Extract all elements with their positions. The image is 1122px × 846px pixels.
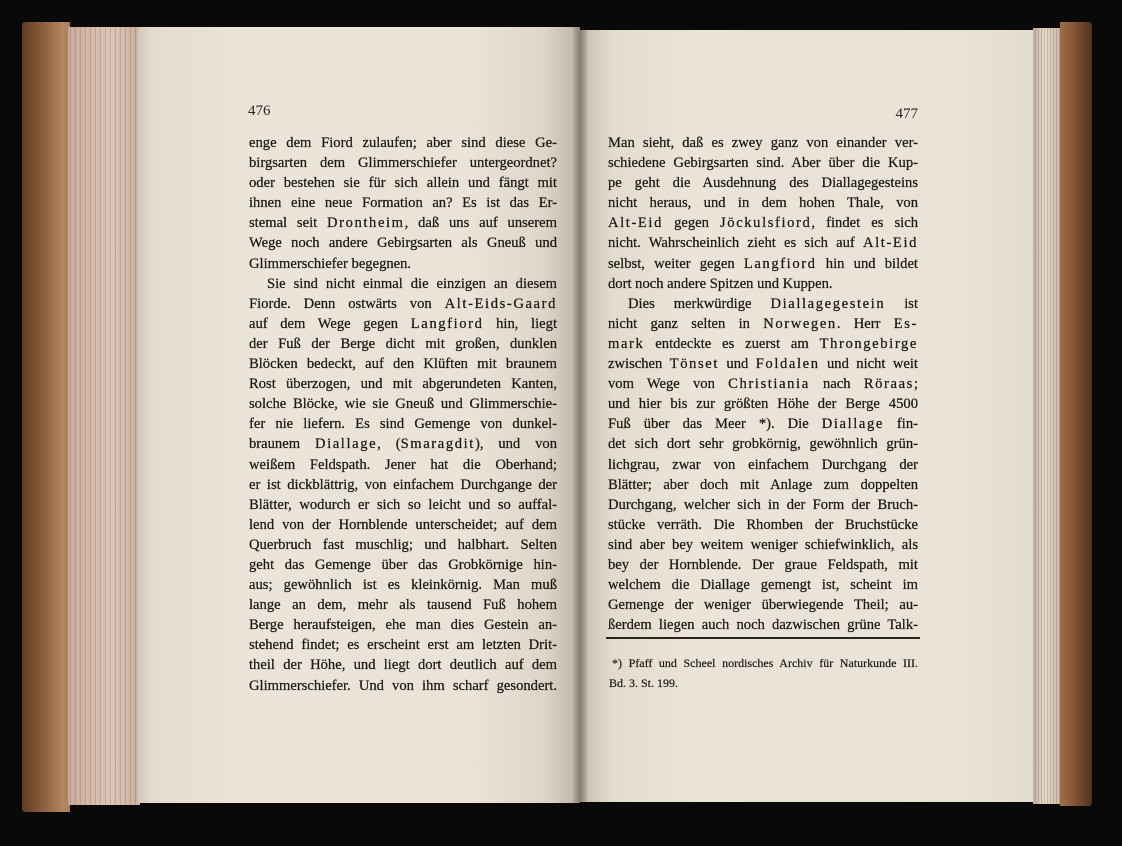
text-run: Fuß über das Meer *). Die [608, 416, 822, 433]
text-line [249, 615, 557, 635]
right-page-edges [1033, 28, 1063, 804]
text-line [249, 535, 557, 555]
emphasized-name: Christiania [728, 376, 810, 393]
text-run: nicht. Wahrscheinlich zieht es sich auf [608, 235, 864, 252]
text-run: aus; gewöhnlich ist es kleinkörnig. Man muß [249, 577, 557, 594]
emphasized-name: Foldalen [755, 356, 820, 373]
text-run: , ( [377, 436, 401, 453]
text-line [608, 374, 918, 394]
text-line [249, 213, 557, 233]
text-line [608, 595, 918, 615]
text-run: zwischen [608, 356, 670, 373]
footnote-rule [606, 637, 920, 639]
text-run: lend von der Hornblende unterscheidet; auf dem [249, 516, 557, 533]
emphasized-name: Alt-Eid [863, 235, 918, 252]
text-line [249, 635, 557, 655]
text-run: vom Wege von [608, 376, 729, 393]
text-line [249, 434, 557, 454]
text-line [608, 535, 918, 555]
text-run: lichgrau, zwar von einfachem Durchgang der [608, 456, 918, 473]
text-run: und hier bis zur größten Höhe der Berge 4500 [608, 396, 918, 413]
text-line [608, 394, 918, 414]
emphasized-name: Alt-Eid [608, 215, 663, 232]
text-run: welchem die Diallage gemengt ist, scheint im [608, 577, 918, 594]
text-run: Durchgang, welcher sich in der Form der Bruch- [608, 496, 918, 513]
text-run: der Fuß der Berge dicht mit großen, dunklen [249, 335, 557, 352]
emphasized-name: Diallage [821, 416, 884, 433]
text-line [608, 153, 918, 173]
text-line [249, 455, 557, 475]
text-run: stücke verräth. Die Rhomben der Bruchstücke [608, 516, 918, 533]
emphasized-name: Jöckulsfiord [720, 215, 812, 232]
text-line [249, 475, 557, 495]
text-line [608, 495, 918, 515]
text-run: bey der Hornblende. Der graue Feldspath, mit [608, 556, 918, 573]
footnote-line: *) Pfaff und Scheel nordisches Archiv für Naturkunde III. [612, 656, 918, 670]
text-run: Blätter, wodurch er sich so leicht und so auffal- [249, 496, 557, 513]
text-line [608, 615, 918, 635]
text-line [249, 676, 557, 696]
text-run: Wege noch andere Gebirgsarten als Gneuß und [249, 235, 557, 252]
text-line [249, 394, 557, 414]
text-line [249, 575, 557, 595]
emphasized-name: Langfiord [743, 255, 817, 272]
text-line [249, 254, 557, 274]
text-run: ßerdem liegen auch noch dazwischen grüne Talk- [608, 617, 918, 634]
emphasized-name: Tönset [669, 356, 720, 373]
text-run: oder bestehen sie für sich allein und fängt mit [249, 175, 557, 192]
footnote [609, 653, 918, 693]
emphasized-name: mark [608, 335, 645, 352]
text-line [249, 655, 557, 675]
text-run: nach [809, 376, 864, 393]
emphasized-name: Es- [893, 315, 919, 332]
text-line [249, 173, 557, 193]
text-run: sind aber bey weitem weniger schiefwinklich, als [608, 536, 918, 553]
text-run: birgsarten dem Glimmerschiefer untergeordnet? [249, 155, 557, 172]
emphasized-name: Röraas [863, 376, 914, 393]
text-run: stemal seit [249, 215, 327, 232]
text-run: det sich dort sehr grobkörnig, gewöhnlich grün- [608, 436, 918, 453]
text-run: ; [913, 376, 918, 393]
left-page-body-text [249, 133, 557, 696]
text-line [608, 314, 918, 334]
text-line [608, 213, 918, 233]
text-run: Blätter; aber doch mit Anlage zum doppelten [608, 476, 918, 493]
text-run: Dies merkwürdige [628, 295, 771, 312]
emphasized-name: Langfiord [410, 315, 484, 332]
text-line [608, 173, 918, 193]
text-run: schiedene Gebirgsarten sind. Aber über die Kup- [608, 155, 918, 172]
text-run: Glimmerschiefer begegnen. [249, 255, 412, 272]
text-run: nicht ganz selten in [608, 315, 764, 332]
text-line [249, 515, 557, 535]
text-line [249, 274, 557, 294]
text-run: fin- [883, 416, 918, 433]
text-line [608, 434, 918, 454]
emphasized-name: Alt-Eids-Gaard [444, 295, 557, 312]
text-run: pe geht die Ausdehnung des Diallagegesteins [608, 175, 918, 192]
text-line [608, 274, 918, 294]
emphasized-name: Throngebirge [819, 335, 918, 352]
text-run: Sie sind nicht einmal die einzigen an diesem [267, 275, 557, 292]
text-line [249, 495, 557, 515]
emphasized-name: Diallage [314, 436, 378, 453]
left-page-edges [68, 27, 140, 805]
text-run: er ist dickblättrig, von einfachem Durchgange der [249, 476, 557, 493]
text-line [249, 314, 557, 334]
text-run: , findet es sich [811, 215, 918, 232]
text-run: Blöcken bedeckt, auf den Klüften mit braunem [249, 356, 557, 373]
text-run: Rost überzogen, und mit abgerundeten Kanten, [249, 376, 557, 393]
text-run: und [719, 356, 756, 373]
text-line [608, 233, 918, 253]
text-run: dort noch andere Spitzen und Kuppen. [608, 275, 833, 292]
text-line [608, 334, 918, 354]
text-run: geht das Gemenge über das Grobkörnige hin- [249, 556, 557, 573]
text-run: Querbruch fast muschlig; und halbhart. Selten [249, 536, 557, 553]
text-run: ihnen eine neue Formation an? Es ist das Er- [249, 195, 557, 212]
text-line [608, 133, 918, 153]
text-run: stehend findet; es erscheint erst am letzten Drit- [249, 637, 557, 654]
text-run: hin und bildet [816, 255, 918, 272]
text-run: Berge heraufsteigen, ehe man dies Gestein an- [249, 617, 557, 634]
emphasized-name: Drontheim [327, 215, 405, 232]
text-line [249, 414, 557, 434]
text-line [608, 193, 918, 213]
text-run: weißem Feldspath. Jener hat die Oberhand; [249, 456, 557, 473]
text-run: selbst, weiter gegen [608, 255, 744, 272]
text-run: Glimmerschiefer. Und von ihm scharf gesondert. [249, 677, 557, 694]
text-run: entdeckte es zuerst am [644, 335, 820, 352]
text-line [249, 294, 557, 314]
text-run: hin, liegt [483, 315, 557, 332]
text-run: . Herr [836, 315, 894, 332]
text-line [249, 374, 557, 394]
text-line [249, 193, 557, 213]
text-run: Fiorde. Denn ostwärts von [249, 295, 445, 312]
text-line [608, 254, 918, 274]
book-gutter-shadow [572, 27, 588, 803]
text-line [608, 555, 918, 575]
text-line [608, 294, 918, 314]
emphasized-name: Smaragdit [400, 436, 475, 453]
text-line [249, 334, 557, 354]
text-line [608, 575, 918, 595]
text-line [608, 475, 918, 495]
text-line [249, 354, 557, 374]
right-page-number: 477 [895, 106, 918, 122]
text-run: fer nie liefern. Es sind Gemenge von dunkel- [249, 416, 557, 433]
text-line [608, 515, 918, 535]
text-run: solche Blöcke, wie sie Gneuß und Glimmerschie- [249, 396, 557, 413]
text-run: nicht heraus, und in dem hohen Thale, von [608, 195, 918, 212]
emphasized-name: Norwegen [763, 315, 837, 332]
text-run: , daß uns auf unserem [404, 215, 557, 232]
left-book-cover [22, 22, 70, 812]
text-line [249, 233, 557, 253]
text-run: enge dem Fiord zulaufen; aber sind diese Ge- [249, 135, 557, 151]
text-run: auf dem Wege gegen [249, 315, 411, 332]
text-line [249, 133, 557, 153]
text-run: Man sieht, daß es zwey ganz von einander ver- [608, 135, 918, 151]
text-run: theil der Höhe, und liegt dort deutlich auf dem [249, 657, 557, 674]
text-line [608, 354, 918, 374]
left-page-number: 476 [248, 103, 271, 119]
text-run: Gemenge der weniger überwiegende Theil; au- [608, 597, 918, 614]
text-line [608, 414, 918, 434]
text-line [249, 555, 557, 575]
emphasized-name: Diallagegestein [770, 295, 886, 312]
text-run: ), und von [474, 436, 557, 453]
text-line [249, 153, 557, 173]
text-run: und nicht weit [819, 356, 918, 373]
footnote-line: Bd. 3. St. 199. [609, 676, 679, 690]
text-run: braunem [249, 436, 315, 453]
text-line [249, 595, 557, 615]
text-line [608, 455, 918, 475]
right-page-body-text [608, 133, 918, 635]
text-run: lange an dem, mehr als tausend Fuß hohem [249, 597, 557, 614]
text-run: gegen [662, 215, 721, 232]
right-book-cover [1060, 22, 1092, 806]
text-run: ist [885, 295, 919, 312]
